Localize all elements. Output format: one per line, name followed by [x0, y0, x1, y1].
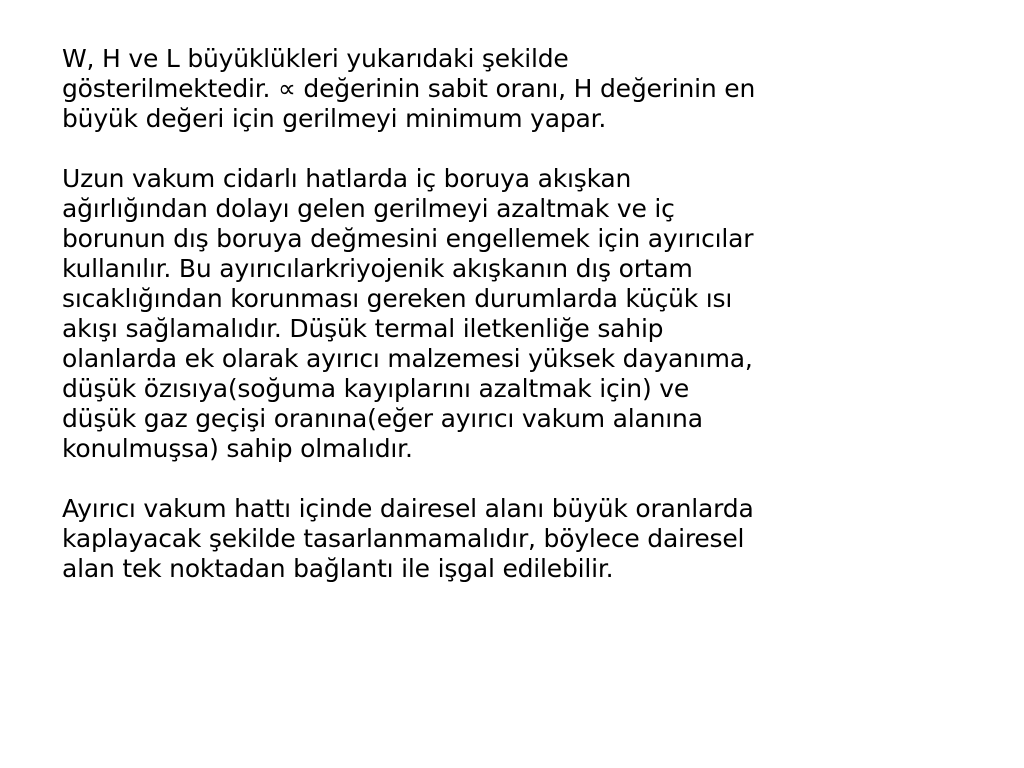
paragraph-separator-design: Ayırıcı vakum hattı içinde dairesel alanı büyük oranlarda kaplayacak şekilde tasarlanmamalıdır, böylece dairesel alan tek noktadan bağlantı ile işgal edilebilir.: [62, 494, 754, 583]
paragraph-stress-dimensions: W, H ve L büyüklükleri yukarıdaki şekilde gösterilmektedir. ∝ değerinin sabit oranı, H değerinin en büyük değeri için gerilmeyi minimum yapar.: [62, 44, 756, 133]
slide-text-body: [62, 44, 962, 584]
paragraph-separators: Uzun vakum cidarlı hatlarda iç boruya akışkan ağırlığından dolayı gelen gerilmeyi azaltmak ve iç borunun dış boruya değmesini engellemek için ayırıcılar kullanılır. Bu ayırıcılarkriyojenik akışkanın dış ortam sıcaklığından korunması gereken durumlarda küçük ısı akışı sağlamalıdır. Düşük termal iletkenliğe sahip olanlarda ek olarak ayırıcı malzemesi yüksek dayanıma, düşük özısıya(soğuma kayıplarını azaltmak için) ve düşük gaz geçişi oranına(eğer ayırıcı vakum alanına konulmuşsa) sahip olmalıdır.: [62, 164, 754, 463]
